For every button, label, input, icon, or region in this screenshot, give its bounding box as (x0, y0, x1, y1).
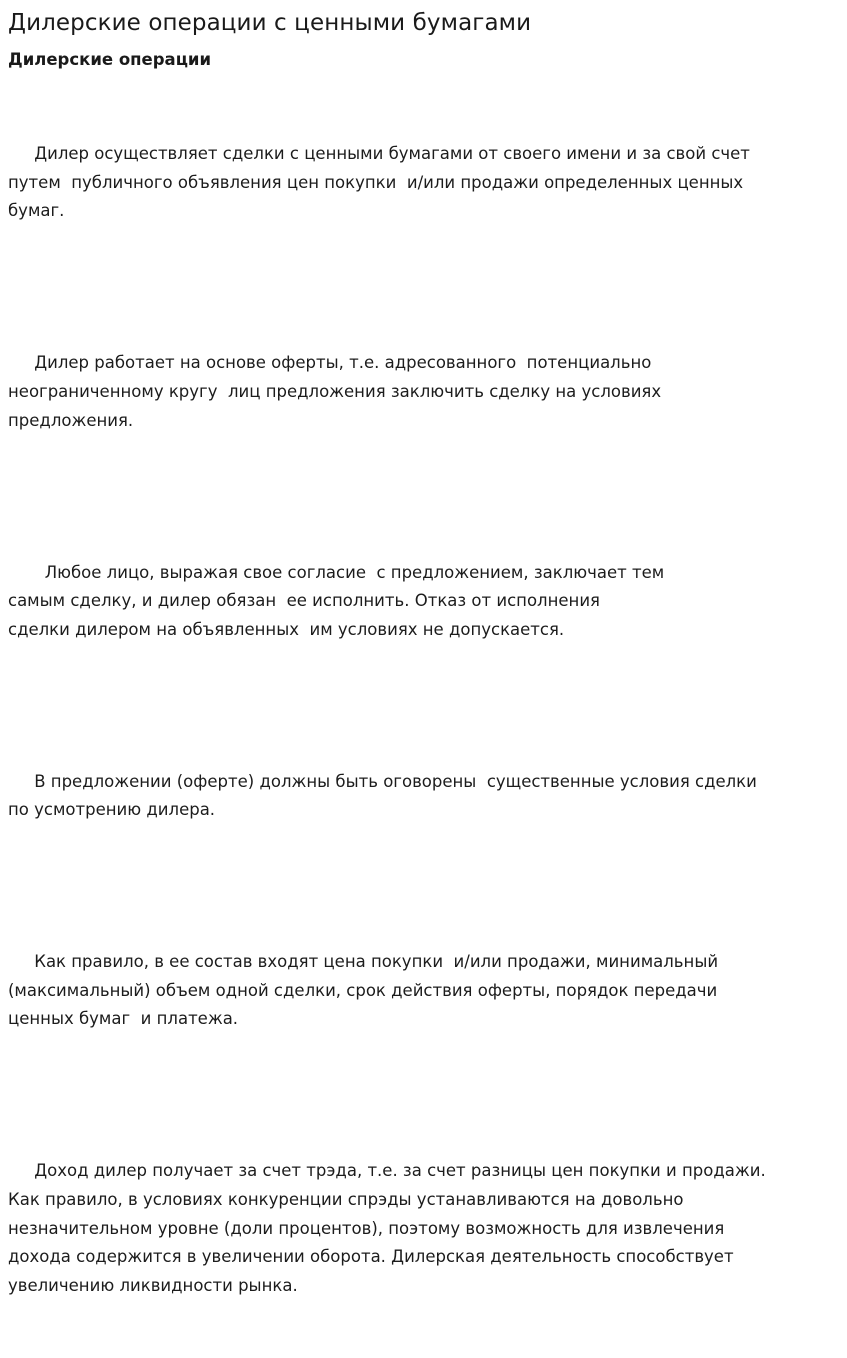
paragraph-line: (максимальный) объем одной сделки, срок действия оферты, порядок передачи (8, 980, 718, 1000)
paragraph-line: В предложении (оферте) должны быть оговорены существенные условия сделки (8, 771, 757, 791)
paragraph-line: Любое лицо, выражая свое согласие с предложением, заключает тем (8, 562, 665, 582)
paragraph-line: Дилер осуществляет сделки с ценными бумагами от своего имени и за свой счет (8, 144, 750, 164)
paragraph-line: предложения. (8, 410, 134, 430)
page-title: Дилерские операции с ценными бумагами (8, 10, 532, 36)
paragraph-offer-contents (8, 891, 837, 1091)
paragraph-dealer-definition (8, 83, 837, 283)
paragraph-line: Дилер работает на основе оферты, т.е. адресованного потенциально (8, 353, 652, 373)
paragraph-line: дохода содержится в увеличении оборота. Дилерская деятельность способствует (8, 1247, 734, 1267)
paragraph-line: неограниченному кругу лиц предложения заключить сделку на условиях (8, 381, 662, 401)
paragraph-line: по усмотрению дилера. (8, 800, 216, 820)
section-heading: Дилерские операции (8, 50, 212, 69)
paragraph-line: ценных бумаг и платежа. (8, 1009, 239, 1029)
paragraph-line: Доход дилер получает за счет трэда, т.е. за счет разницы цен покупки и продажи. (8, 1161, 766, 1181)
paragraph-line: незначительном уровне (доли процентов), поэтому возможность для извлечения (8, 1218, 725, 1238)
paragraph-line: Как правило, в условиях конкуренции спрэды устанавливаются на довольно (8, 1189, 684, 1209)
paragraph-line: сделки дилером на объявленных им условиях не допускается. (8, 619, 565, 639)
paragraph-line: путем публичного объявления цен покупки и/или продажи определенных ценных (8, 172, 744, 192)
paragraph-offer-conditions (8, 710, 837, 882)
paragraph-dealer-income (8, 1100, 837, 1357)
paragraph-offer-basis (8, 292, 837, 492)
paragraph-line: бумаг. (8, 201, 65, 221)
paragraph-line: увеличению ликвидности рынка. (8, 1275, 298, 1295)
paragraph-acceptance (8, 501, 837, 701)
paragraph-line: самым сделку, и дилер обязан ее исполнить. Отказ от исполнения (8, 591, 600, 611)
paragraph-line: Как правило, в ее состав входят цена покупки и/или продажи, минимальный (8, 952, 719, 972)
